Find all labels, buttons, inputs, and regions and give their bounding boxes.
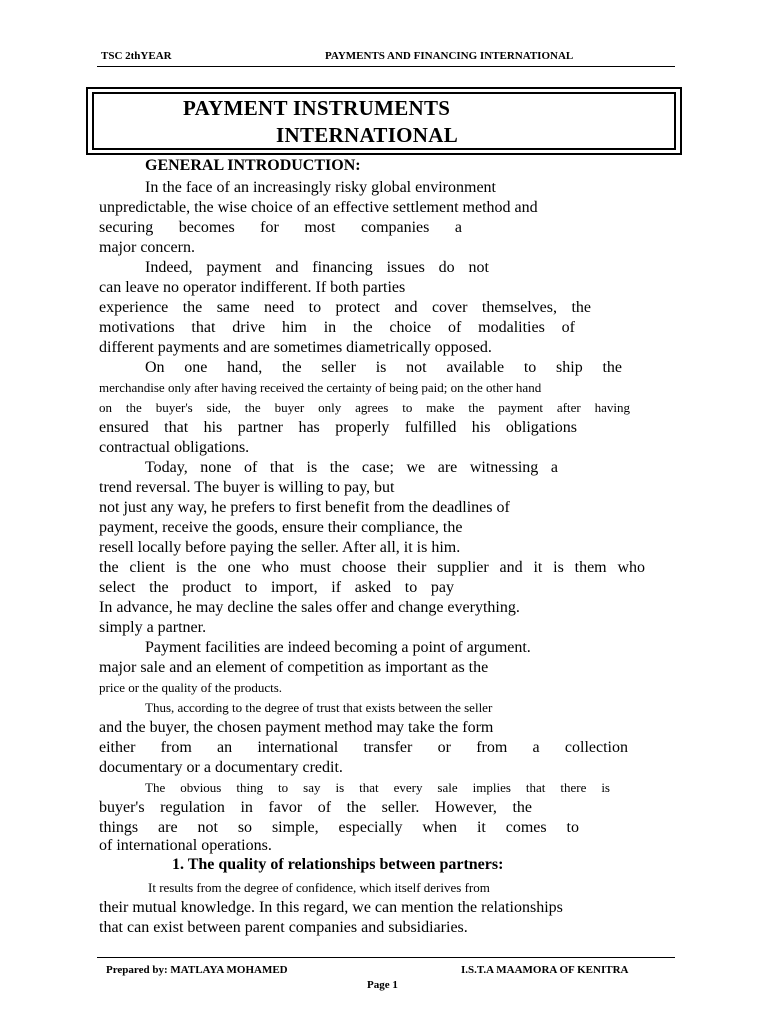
body-line: merchandise only after having received the certainty of being paid; on the other hand [99,380,542,395]
body-line: price or the quality of the products. [99,680,283,695]
body-line: resell locally before paying the seller. After all, it is him. [99,539,461,556]
body-line: experience the same need to protect and cover themselves, the [99,299,591,316]
body-line: Thus, according to the degree of trust that exists between the seller [145,700,493,715]
body-line: securing becomes for most companies a [99,219,462,236]
section-heading: GENERAL INTRODUCTION: [145,157,361,174]
body-line: either from an international transfer or from a collection [99,739,628,756]
page-title-line1: PAYMENT INSTRUMENTS [183,96,451,120]
body-line: select the product to import, if asked to pay [99,579,454,596]
footer-author: Prepared by: MATLAYA MOHAMED [106,964,288,976]
body-line: and the buyer, the chosen payment method may take the form [99,719,494,736]
body-line: Today, none of that is the case; we are witnessing a [145,459,558,476]
body-line: their mutual knowledge. In this regard, we can mention the relationships [99,899,563,916]
body-line: motivations that drive him in the choice of modalities of [99,319,575,336]
body-line: buyer's regulation in favor of the seller. However, the [99,799,532,816]
body-line: simply a partner. [99,619,207,636]
body-line: In advance, he may decline the sales offer and change everything. [99,599,520,616]
body-line: of international operations. [99,837,272,854]
body-line: not just any way, he prefers to first benefit from the deadlines of [99,499,510,516]
body-line: documentary or a documentary credit. [99,759,343,776]
page-title-line2: INTERNATIONAL [276,123,459,147]
footer-institution: I.S.T.A MAAMORA OF KENITRA [461,964,629,976]
body-line: Payment facilities are indeed becoming a point of argument. [145,639,531,656]
body-line: can leave no operator indifferent. If both parties [99,279,406,296]
body-line: In the face of an increasingly risky global environment [145,179,496,196]
body-line: Indeed, payment and financing issues do not [145,259,489,276]
header-rule [97,66,675,67]
body-line: different payments and are sometimes diametrically opposed. [99,339,492,356]
body-line: unpredictable, the wise choice of an effective settlement method and [99,199,538,216]
body-line: ensured that his partner has properly fulfilled his obligations [99,419,577,436]
body-line: things are not so simple, especially when it comes to [99,819,579,836]
body-line: that can exist between parent companies and subsidiaries. [99,919,468,936]
body-line: major sale and an element of competition as important as the [99,659,489,676]
body-line: payment, receive the goods, ensure their compliance, the [99,519,463,536]
body-line: On one hand, the seller is not available to ship the [145,359,622,376]
page-number: Page 1 [367,979,398,991]
body-line: major concern. [99,239,195,256]
body-line: contractual obligations. [99,439,250,456]
footer-rule [97,957,675,958]
body-line: the client is the one who must choose their supplier and it is them who [99,559,645,576]
header-left-text: TSC 2thYEAR [101,50,172,62]
body-line: It results from the degree of confidence, which itself derives from [148,880,490,895]
subsection-heading: 1. The quality of relationships between partners: [172,856,504,873]
body-line: on the buyer's side, the buyer only agrees to make the payment after having [99,400,630,415]
header-right: PAYMENTS AND FINANCING INTERNATIONAL [325,50,574,62]
body-line: The obvious thing to say is that every sale implies that there is [145,780,610,795]
header-left [101,50,172,62]
body-line: trend reversal. The buyer is willing to pay, but [99,479,395,496]
